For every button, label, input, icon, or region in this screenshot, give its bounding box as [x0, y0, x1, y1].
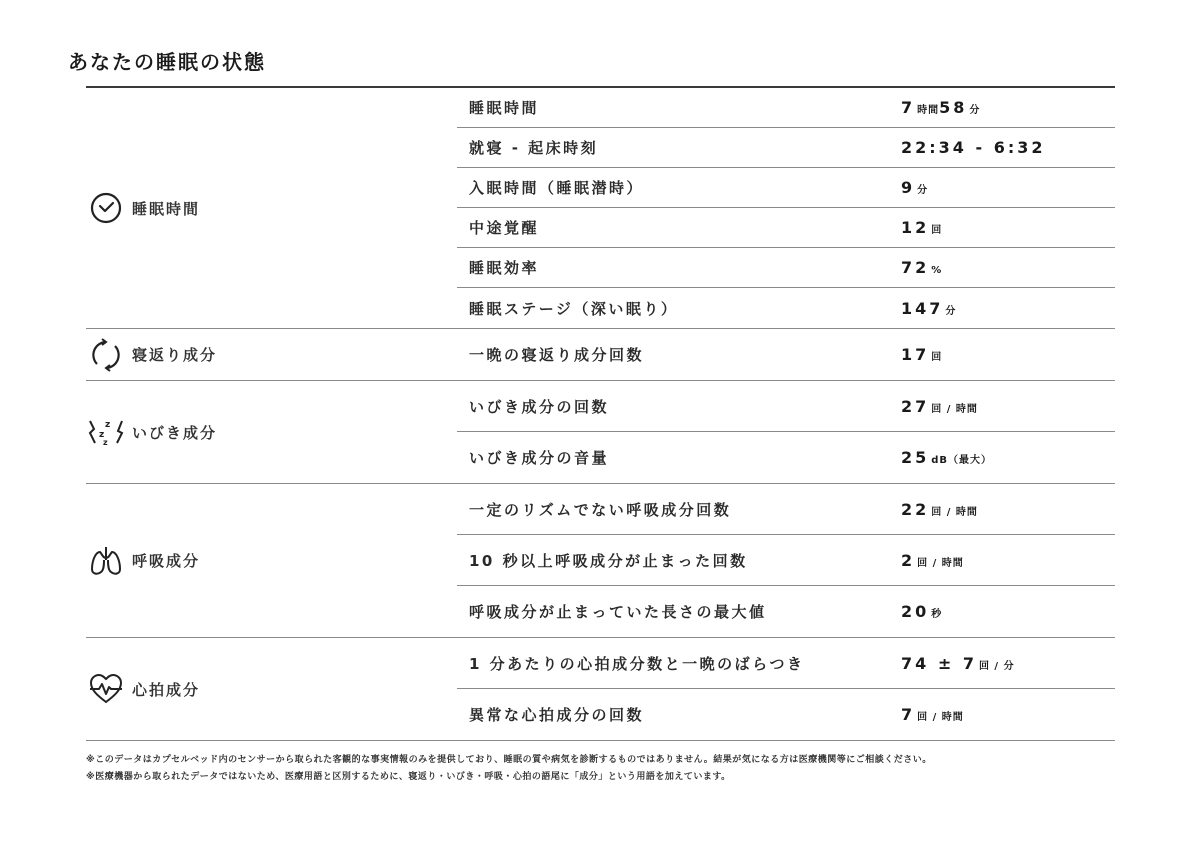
table-row	[457, 248, 1115, 288]
metric-name: 異常な心拍成分の回数	[469, 706, 645, 724]
heart-pulse-icon	[86, 669, 126, 709]
metric-value: 20 秒	[901, 602, 943, 621]
clock-icon	[86, 188, 126, 228]
section-title: 睡眠時間	[132, 199, 201, 218]
section-label	[86, 484, 457, 637]
rotate-icon	[86, 335, 126, 375]
snore-icon	[86, 412, 126, 452]
table-row	[457, 381, 1115, 432]
table-row	[457, 208, 1115, 248]
page-title: あなたの睡眠の状態	[68, 50, 266, 74]
metric-value: 2 回 / 時間	[901, 550, 964, 570]
table-row	[457, 168, 1115, 208]
footnotes	[86, 752, 1146, 786]
sleep-report-table	[86, 86, 1115, 741]
section-sleep-time	[86, 88, 1115, 329]
table-row	[457, 288, 1115, 328]
svg-text:z: z	[103, 438, 108, 447]
metric-value: 7 回 / 時間	[901, 705, 964, 724]
metric-value: 17 回	[901, 345, 943, 364]
section-heart-rate	[86, 638, 1115, 741]
section-title: 寝返り成分	[132, 346, 218, 364]
metric-value: 147 分	[901, 298, 957, 318]
metric-value: 7 時間 58 分	[901, 98, 981, 117]
section-label	[86, 88, 457, 328]
table-row	[457, 432, 1115, 483]
metric-value: 9 分	[901, 178, 929, 197]
table-row	[457, 484, 1115, 535]
footnote: ※医療機器から取られたデータではないため、医療用語と区別するために、寝返り・いびき・呼吸・心拍の語尾に「成分」という用語を加えています。	[86, 772, 731, 782]
svg-text:z: z	[99, 430, 105, 440]
metric-name: 呼吸成分が止まっていた長さの最大値	[469, 603, 767, 621]
section-label	[86, 638, 457, 740]
metric-name: 一定のリズムでない呼吸成分回数	[469, 500, 732, 519]
metric-name: いびき成分の回数	[469, 397, 610, 416]
metric-name: 就寝 - 起床時刻	[469, 139, 599, 157]
metric-name: いびき成分の音量	[469, 449, 610, 467]
metric-name: 1 分あたりの心拍成分数と一晩のばらつき	[469, 654, 805, 673]
metric-value: 74 ± 7 回 / 分	[901, 653, 1015, 673]
metric-value: 27 回 / 時間	[901, 396, 978, 416]
svg-text:z: z	[105, 420, 111, 430]
metric-name: 中途覚醒	[469, 219, 540, 237]
table-row	[457, 88, 1115, 128]
metric-name: 睡眠ステージ（深い眠り）	[469, 299, 679, 318]
metric-name: 睡眠効率	[469, 259, 540, 277]
metric-value: 25 dB（最大）	[901, 448, 993, 467]
metric-value: 12 回	[901, 218, 943, 237]
metric-value: 72 %	[901, 258, 943, 277]
section-breathing	[86, 484, 1115, 638]
section-title: 心拍成分	[132, 680, 201, 699]
table-row	[457, 689, 1115, 740]
table-row	[457, 329, 1115, 380]
section-label	[86, 381, 457, 483]
section-title: いびき成分	[132, 423, 218, 442]
metric-value: 22 回 / 時間	[901, 499, 978, 519]
section-turning	[86, 329, 1115, 381]
section-snoring	[86, 381, 1115, 484]
table-row	[457, 638, 1115, 689]
section-title: 呼吸成分	[132, 552, 201, 570]
section-label	[86, 329, 457, 380]
table-row	[457, 535, 1115, 586]
table-row	[457, 128, 1115, 168]
metric-value: 22:34 - 6:32	[901, 138, 1046, 157]
lungs-icon	[86, 541, 126, 581]
table-row	[457, 586, 1115, 637]
metric-name: 10 秒以上呼吸成分が止まった回数	[469, 551, 748, 570]
footnote: ※このデータはカプセルベッド内のセンサーから取られた客観的な事実情報のみを提供しており、睡眠の質や病気を診断するものではありません。結果が気になる方は医療機関等にご相談ください。	[86, 755, 932, 765]
metric-name: 睡眠時間	[469, 99, 540, 117]
metric-name: 入眠時間（睡眠潜時）	[469, 179, 645, 197]
metric-name: 一晩の寝返り成分回数	[469, 346, 645, 364]
